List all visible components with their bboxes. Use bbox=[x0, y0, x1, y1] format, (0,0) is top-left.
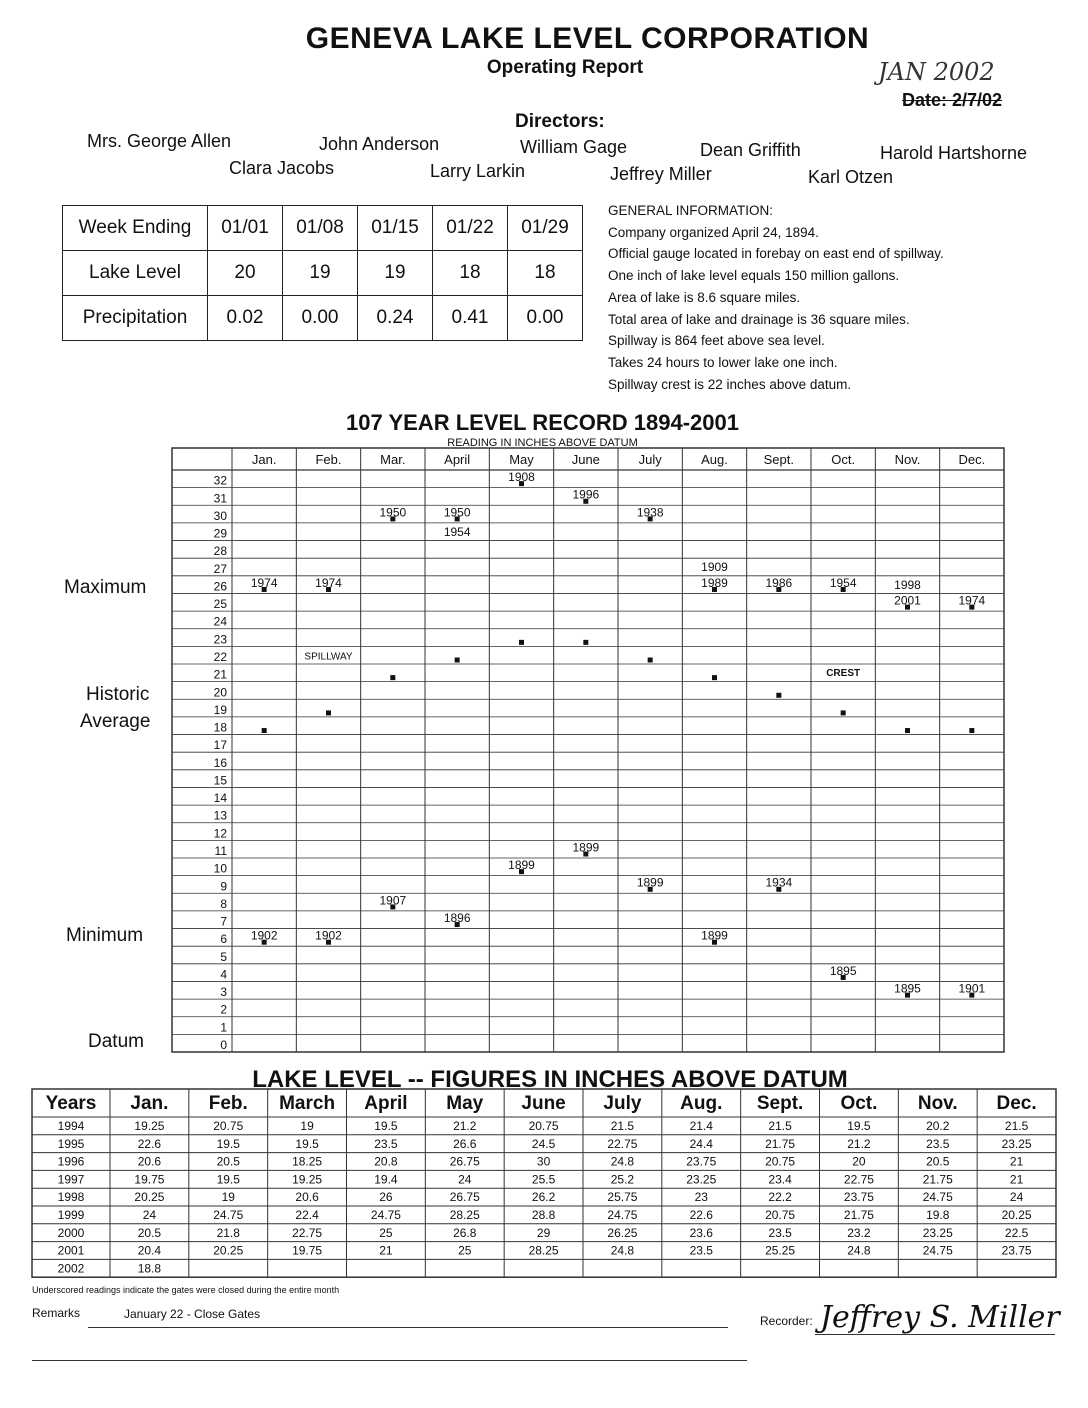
table-value-cell: 19.5 bbox=[374, 1119, 398, 1133]
general-info-line: Official gauge located in forebay on east end of spillway. bbox=[608, 246, 944, 262]
level-tick-label: 0 bbox=[220, 1038, 227, 1052]
table-value-cell: 22.2 bbox=[768, 1190, 792, 1205]
extra-year-label: 1998 bbox=[894, 577, 921, 592]
maximum-year-label: 1938 bbox=[636, 505, 664, 520]
table-value-cell: 21 bbox=[1009, 1154, 1024, 1169]
table-value-cell: 20.6 bbox=[137, 1154, 162, 1169]
table-header: March bbox=[279, 1093, 336, 1114]
handwritten-date: JAN 2002 bbox=[878, 58, 995, 86]
table-value-cell: 23.75 bbox=[686, 1154, 717, 1169]
table-value-cell: 23.6 bbox=[689, 1225, 713, 1240]
month-tick-label: Sept. bbox=[763, 452, 795, 467]
extra-year-label: 1954 bbox=[443, 524, 471, 539]
record-chart-subtitle: READING IN INCHES ABOVE DATUM bbox=[447, 437, 638, 449]
maximum-year-label: 1989 bbox=[701, 575, 728, 590]
table-header: June bbox=[521, 1093, 566, 1114]
historic-label: Historic bbox=[86, 684, 150, 705]
month-tick-label: June bbox=[571, 452, 600, 467]
table-value-cell: 19.5 bbox=[847, 1119, 871, 1133]
precipitation-cell: 0.24 bbox=[358, 296, 433, 341]
table-value-cell: 19.75 bbox=[292, 1243, 323, 1258]
minimum-year-label: 1899 bbox=[636, 875, 664, 890]
level-tick-label: 13 bbox=[213, 808, 227, 823]
historic-average-point bbox=[583, 640, 588, 645]
table-value-cell: 23.25 bbox=[686, 1172, 717, 1187]
table-value-cell: 26.75 bbox=[449, 1190, 480, 1205]
month-tick-label: Dec. bbox=[958, 452, 986, 467]
table-value-cell: 19 bbox=[300, 1119, 314, 1133]
recorder-line bbox=[815, 1334, 1055, 1335]
table-value-cell: 21.75 bbox=[843, 1208, 874, 1222]
table-value-cell: 19.25 bbox=[292, 1172, 323, 1187]
level-tick-label: 5 bbox=[220, 949, 227, 964]
level-tick-label: 19 bbox=[213, 702, 227, 717]
level-tick-label: 10 bbox=[213, 861, 227, 876]
month-tick-label: Jan. bbox=[251, 452, 277, 467]
minimum-year-label: 1902 bbox=[315, 928, 342, 943]
recorder-label: Recorder: bbox=[760, 1314, 813, 1328]
table-value-cell: 19.5 bbox=[216, 1172, 240, 1187]
table-value-cell: 18.8 bbox=[137, 1261, 162, 1276]
table-value-cell: 24 bbox=[458, 1172, 472, 1187]
maximum-year-label: 2001 bbox=[894, 593, 921, 608]
table-value-cell: 24.75 bbox=[607, 1208, 638, 1222]
table-value-cell: 26.8 bbox=[453, 1225, 477, 1240]
minimum-year-label: 1895 bbox=[829, 963, 857, 978]
historic-average-point bbox=[455, 658, 460, 663]
table-value-cell: 26.2 bbox=[531, 1190, 556, 1205]
table-value-cell: 20.25 bbox=[1001, 1208, 1032, 1222]
average-label: Average bbox=[80, 711, 151, 732]
table-value-cell: 24.75 bbox=[370, 1208, 401, 1222]
level-tick-label: 20 bbox=[213, 685, 227, 700]
table-value-cell: 24 bbox=[1009, 1190, 1024, 1205]
remarks-underline bbox=[88, 1327, 728, 1328]
table-value-cell: 23.75 bbox=[843, 1190, 874, 1205]
director-name: William Gage bbox=[520, 137, 628, 157]
maximum-year-label: 1954 bbox=[829, 575, 857, 590]
director-name: Dean Griffith bbox=[700, 140, 801, 160]
table-value-cell: 19.4 bbox=[374, 1172, 398, 1187]
table-value-cell: 24.75 bbox=[213, 1208, 244, 1222]
general-info-line: Takes 24 hours to lower lake one inch. bbox=[608, 354, 838, 370]
general-info-heading: GENERAL INFORMATION: bbox=[608, 203, 774, 218]
maximum-year-label: 1996 bbox=[572, 487, 600, 502]
maximum-year-label: 1908 bbox=[508, 470, 535, 484]
director-name: John Anderson bbox=[319, 134, 440, 154]
level-tick-label: 21 bbox=[213, 667, 227, 682]
level-tick-label: 27 bbox=[213, 561, 227, 576]
director-name: Larry Larkin bbox=[430, 161, 526, 181]
month-tick-label: July bbox=[638, 452, 662, 467]
row-label: Precipitation bbox=[63, 296, 208, 341]
underscore-note: Underscored readings indicate the gates were closed during the entire month bbox=[32, 1285, 340, 1295]
general-info-line: Area of lake is 8.6 square miles. bbox=[608, 289, 801, 305]
level-tick-label: 16 bbox=[213, 755, 227, 770]
table-value-cell: 29 bbox=[536, 1225, 551, 1240]
table-header: Feb. bbox=[208, 1093, 248, 1114]
week-ending-cell: 01/01 bbox=[208, 206, 283, 251]
level-tick-label: 11 bbox=[214, 844, 227, 858]
historic-average-point bbox=[969, 728, 974, 733]
table-value-cell: 24.4 bbox=[689, 1136, 713, 1151]
table-value-cell: 20 bbox=[852, 1154, 866, 1169]
table-value-cell: 23 bbox=[694, 1190, 708, 1205]
table-value-cell: 26.6 bbox=[453, 1136, 477, 1151]
table-value-cell: 20.5 bbox=[137, 1225, 162, 1240]
director-name: Jeffrey Miller bbox=[610, 164, 712, 184]
level-tick-label: 12 bbox=[213, 826, 227, 841]
table-header: Dec. bbox=[996, 1093, 1037, 1114]
table-value-cell: 21.5 bbox=[610, 1119, 635, 1133]
table-year-cell: 2000 bbox=[57, 1225, 85, 1240]
table-value-cell: 24 bbox=[142, 1208, 157, 1222]
minimum-year-label: 1895 bbox=[894, 981, 921, 996]
table-year-cell: 1999 bbox=[57, 1208, 85, 1222]
historic-average-point bbox=[519, 640, 524, 645]
precipitation-cell: 0.41 bbox=[433, 296, 508, 341]
general-info-line: Spillway crest is 22 inches above datum. bbox=[608, 376, 852, 392]
general-info-line: Company organized April 24, 1894. bbox=[608, 224, 819, 240]
table-value-cell: 21.8 bbox=[216, 1225, 240, 1240]
table-value-cell: 23.25 bbox=[1001, 1136, 1032, 1151]
minimum-year-label: 1896 bbox=[443, 910, 471, 925]
historic-average-point bbox=[776, 693, 781, 698]
table-value-cell: 25.2 bbox=[610, 1172, 635, 1187]
report-subtitle: Operating Report bbox=[486, 57, 644, 78]
table-header: May bbox=[446, 1093, 484, 1114]
report-title: GENEVA LAKE LEVEL CORPORATION bbox=[305, 22, 870, 55]
table-value-cell: 20.6 bbox=[295, 1190, 319, 1205]
month-tick-label: Mar. bbox=[380, 452, 406, 467]
table-value-cell: 21.2 bbox=[453, 1119, 477, 1133]
table-value-cell: 24.75 bbox=[922, 1243, 953, 1258]
table-value-cell: 23.5 bbox=[768, 1225, 792, 1240]
level-tick-label: 32 bbox=[213, 473, 227, 488]
table-value-cell: 19.5 bbox=[216, 1136, 240, 1151]
table-value-cell: 20.8 bbox=[374, 1154, 398, 1169]
table-value-cell: 23.2 bbox=[847, 1225, 871, 1240]
table-value-cell: 22.6 bbox=[689, 1208, 713, 1222]
table-year-cell: 2001 bbox=[57, 1243, 85, 1258]
level-tick-label: 24 bbox=[213, 614, 227, 629]
table-value-cell: 18.25 bbox=[292, 1154, 323, 1169]
table-value-cell: 20.5 bbox=[216, 1154, 240, 1169]
table-header: Years bbox=[45, 1093, 97, 1114]
director-name: Harold Hartshorne bbox=[880, 143, 1028, 163]
report-date: Date: 2/7/02 bbox=[902, 90, 1003, 110]
row-label: Lake Level bbox=[63, 251, 208, 296]
minimum-year-label: 1934 bbox=[765, 875, 793, 890]
table-year-cell: 2002 bbox=[57, 1261, 85, 1276]
table-value-cell: 23.25 bbox=[922, 1225, 953, 1240]
table-value-cell: 28.25 bbox=[528, 1243, 559, 1258]
table-value-cell: 21.5 bbox=[1004, 1119, 1029, 1133]
table-value-cell: 20.75 bbox=[765, 1208, 796, 1222]
week-ending-cell: 01/08 bbox=[283, 206, 358, 251]
precipitation-cell: 0.00 bbox=[508, 296, 583, 341]
month-tick-label: Oct. bbox=[831, 452, 856, 467]
table-value-cell: 25 bbox=[379, 1225, 393, 1240]
level-tick-label: 3 bbox=[220, 985, 227, 1000]
level-tick-label: 6 bbox=[220, 932, 227, 947]
month-tick-label: April bbox=[444, 452, 471, 467]
table-value-cell: 21.2 bbox=[847, 1136, 871, 1151]
historic-average-point bbox=[390, 675, 395, 680]
recorder-signature: Jeffrey S. Miller bbox=[820, 1300, 1060, 1335]
extra-year-label: 1909 bbox=[701, 560, 728, 575]
director-name: Karl Otzen bbox=[808, 167, 894, 187]
table-value-cell: 20.25 bbox=[213, 1243, 244, 1258]
historic-average-point bbox=[905, 728, 910, 733]
table-header: Nov. bbox=[917, 1093, 958, 1114]
lake-level-cell: 19 bbox=[358, 251, 433, 296]
table-value-cell: 21 bbox=[1009, 1172, 1024, 1187]
table-value-cell: 26.25 bbox=[607, 1225, 638, 1240]
table-value-cell: 19.8 bbox=[926, 1208, 950, 1222]
lake-level-title: LAKE LEVEL -- FIGURES IN INCHES ABOVE DATUM bbox=[252, 1066, 848, 1093]
table-value-cell: 24.8 bbox=[847, 1243, 871, 1258]
remarks-label: Remarks bbox=[32, 1306, 81, 1320]
table-value-cell: 20.75 bbox=[765, 1154, 796, 1169]
precipitation-cell: 0.02 bbox=[208, 296, 283, 341]
level-tick-label: 28 bbox=[213, 544, 227, 559]
maximum-year-label: 1974 bbox=[250, 575, 278, 590]
table-value-cell: 24.8 bbox=[610, 1154, 635, 1169]
table-value-cell: 22.75 bbox=[607, 1136, 638, 1151]
historic-average-point bbox=[841, 710, 846, 715]
table-value-cell: 21.5 bbox=[768, 1119, 792, 1133]
remarks-line bbox=[32, 1360, 747, 1361]
maximum-year-label: 1950 bbox=[379, 505, 407, 520]
table-value-cell: 20.2 bbox=[926, 1119, 950, 1133]
table-value-cell: 23.75 bbox=[1001, 1243, 1032, 1258]
table-value-cell: 20.25 bbox=[134, 1190, 165, 1205]
minimum-year-label: 1901 bbox=[958, 981, 986, 996]
minimum-label: Minimum bbox=[66, 925, 144, 946]
table-value-cell: 26 bbox=[379, 1190, 393, 1205]
month-tick-label: May bbox=[509, 452, 534, 467]
table-header: Jan. bbox=[130, 1093, 169, 1114]
maximum-label: Maximum bbox=[64, 577, 147, 598]
table-value-cell: 20.4 bbox=[137, 1243, 162, 1258]
table-value-cell: 19.75 bbox=[134, 1172, 165, 1187]
table-header: Aug. bbox=[680, 1093, 723, 1114]
crest-annotation: CREST bbox=[826, 668, 861, 679]
table-value-cell: 22.4 bbox=[295, 1208, 319, 1222]
table-value-cell: 23.5 bbox=[374, 1136, 398, 1151]
remarks-text: January 22 - Close Gates bbox=[124, 1307, 261, 1321]
minimum-year-label: 1899 bbox=[701, 928, 728, 943]
general-info-line: One inch of lake level equals 150 million gallons. bbox=[608, 268, 900, 284]
table-value-cell: 22.6 bbox=[137, 1136, 162, 1151]
table-value-cell: 24.75 bbox=[922, 1190, 953, 1205]
table-header: April bbox=[364, 1093, 408, 1114]
table-value-cell: 20.75 bbox=[213, 1119, 244, 1133]
table-value-cell: 25.75 bbox=[607, 1190, 638, 1205]
table-value-cell: 24.8 bbox=[610, 1243, 635, 1258]
table-header: Oct. bbox=[840, 1093, 878, 1114]
level-tick-label: 2 bbox=[220, 1002, 227, 1017]
table-value-cell: 23.5 bbox=[689, 1243, 713, 1258]
table-value-cell: 20.75 bbox=[528, 1119, 559, 1133]
table-value-cell: 22.75 bbox=[292, 1225, 323, 1240]
table-year-cell: 1998 bbox=[57, 1190, 85, 1205]
level-tick-label: 4 bbox=[220, 967, 227, 982]
directors-heading: Directors: bbox=[515, 111, 605, 132]
minimum-year-label: 1899 bbox=[572, 840, 600, 855]
month-tick-label: Feb. bbox=[315, 452, 342, 467]
week-ending-cell: 01/15 bbox=[358, 206, 433, 251]
table-header: Sept. bbox=[756, 1093, 804, 1114]
table-year-cell: 1997 bbox=[57, 1172, 85, 1187]
table-year-cell: 1996 bbox=[57, 1154, 85, 1169]
table-value-cell: 22.75 bbox=[843, 1172, 874, 1187]
general-info-line: Total area of lake and drainage is 36 square miles. bbox=[608, 311, 910, 327]
table-year-cell: 1995 bbox=[57, 1136, 85, 1151]
director-name: Clara Jacobs bbox=[229, 158, 335, 178]
table-value-cell: 23.4 bbox=[768, 1172, 792, 1187]
level-tick-label: 30 bbox=[213, 508, 227, 523]
record-chart-title: 107 YEAR LEVEL RECORD 1894-2001 bbox=[346, 410, 739, 435]
table-value-cell: 28.8 bbox=[531, 1208, 556, 1222]
table-value-cell: 22.5 bbox=[1004, 1225, 1029, 1240]
level-tick-label: 17 bbox=[213, 738, 227, 753]
table-value-cell: 25 bbox=[458, 1243, 472, 1258]
level-tick-label: 9 bbox=[220, 879, 227, 894]
table-value-cell: 19 bbox=[221, 1190, 235, 1205]
month-tick-label: Nov. bbox=[894, 452, 921, 467]
historic-average-point bbox=[262, 728, 267, 733]
table-value-cell: 25.5 bbox=[531, 1172, 556, 1187]
table-value-cell: 28.25 bbox=[449, 1208, 480, 1222]
precipitation-cell: 0.00 bbox=[283, 296, 358, 341]
minimum-year-label: 1899 bbox=[508, 858, 535, 872]
table-value-cell: 19.25 bbox=[134, 1119, 165, 1133]
level-tick-label: 8 bbox=[220, 896, 227, 911]
table-value-cell: 21 bbox=[379, 1243, 393, 1258]
table-year-cell: 1994 bbox=[57, 1119, 85, 1133]
level-tick-label: 18 bbox=[213, 720, 227, 735]
maximum-year-label: 1974 bbox=[315, 575, 342, 590]
level-tick-label: 22 bbox=[213, 650, 227, 664]
row-label: Week Ending bbox=[63, 206, 208, 251]
lake-level-cell: 18 bbox=[433, 251, 508, 296]
spillway-annotation: SPILLWAY bbox=[304, 651, 353, 663]
level-tick-label: 31 bbox=[213, 491, 227, 506]
historic-average-point bbox=[712, 675, 717, 680]
table-value-cell: 21.4 bbox=[689, 1119, 713, 1133]
level-tick-label: 15 bbox=[213, 773, 227, 788]
historic-average-point bbox=[648, 658, 653, 663]
lake-level-cell: 20 bbox=[208, 251, 283, 296]
month-tick-label: Aug. bbox=[701, 452, 728, 467]
table-value-cell: 26.75 bbox=[449, 1154, 480, 1169]
general-info-line: Spillway is 864 feet above sea level. bbox=[608, 333, 825, 349]
week-ending-cell: 01/29 bbox=[508, 206, 583, 251]
level-tick-label: 29 bbox=[213, 526, 227, 541]
datum-label: Datum bbox=[88, 1031, 144, 1052]
historic-average-point bbox=[326, 710, 331, 715]
level-tick-label: 14 bbox=[213, 791, 227, 806]
table-value-cell: 20.5 bbox=[926, 1154, 950, 1169]
level-tick-label: 23 bbox=[213, 632, 227, 647]
level-tick-label: 25 bbox=[213, 597, 227, 612]
level-tick-label: 1 bbox=[220, 1020, 227, 1035]
table-value-cell: 21.75 bbox=[765, 1136, 796, 1151]
maximum-year-label: 1950 bbox=[443, 505, 471, 520]
table-value-cell: 25.25 bbox=[765, 1243, 796, 1258]
table-value-cell: 30 bbox=[536, 1154, 551, 1169]
lake-level-cell: 18 bbox=[508, 251, 583, 296]
director-name: Mrs. George Allen bbox=[87, 131, 232, 151]
minimum-year-label: 1902 bbox=[250, 928, 278, 943]
week-ending-cell: 01/22 bbox=[433, 206, 508, 251]
table-value-cell: 23.5 bbox=[926, 1136, 950, 1151]
maximum-year-label: 1986 bbox=[765, 575, 793, 590]
lake-level-cell: 19 bbox=[283, 251, 358, 296]
level-tick-label: 26 bbox=[213, 579, 227, 594]
maximum-year-label: 1974 bbox=[958, 593, 986, 608]
table-value-cell: 19.5 bbox=[295, 1136, 319, 1151]
table-header: July bbox=[603, 1093, 642, 1114]
level-tick-label: 7 bbox=[220, 914, 227, 929]
table-value-cell: 24.5 bbox=[531, 1136, 556, 1151]
minimum-year-label: 1907 bbox=[379, 893, 407, 908]
table-value-cell: 21.75 bbox=[922, 1172, 953, 1187]
